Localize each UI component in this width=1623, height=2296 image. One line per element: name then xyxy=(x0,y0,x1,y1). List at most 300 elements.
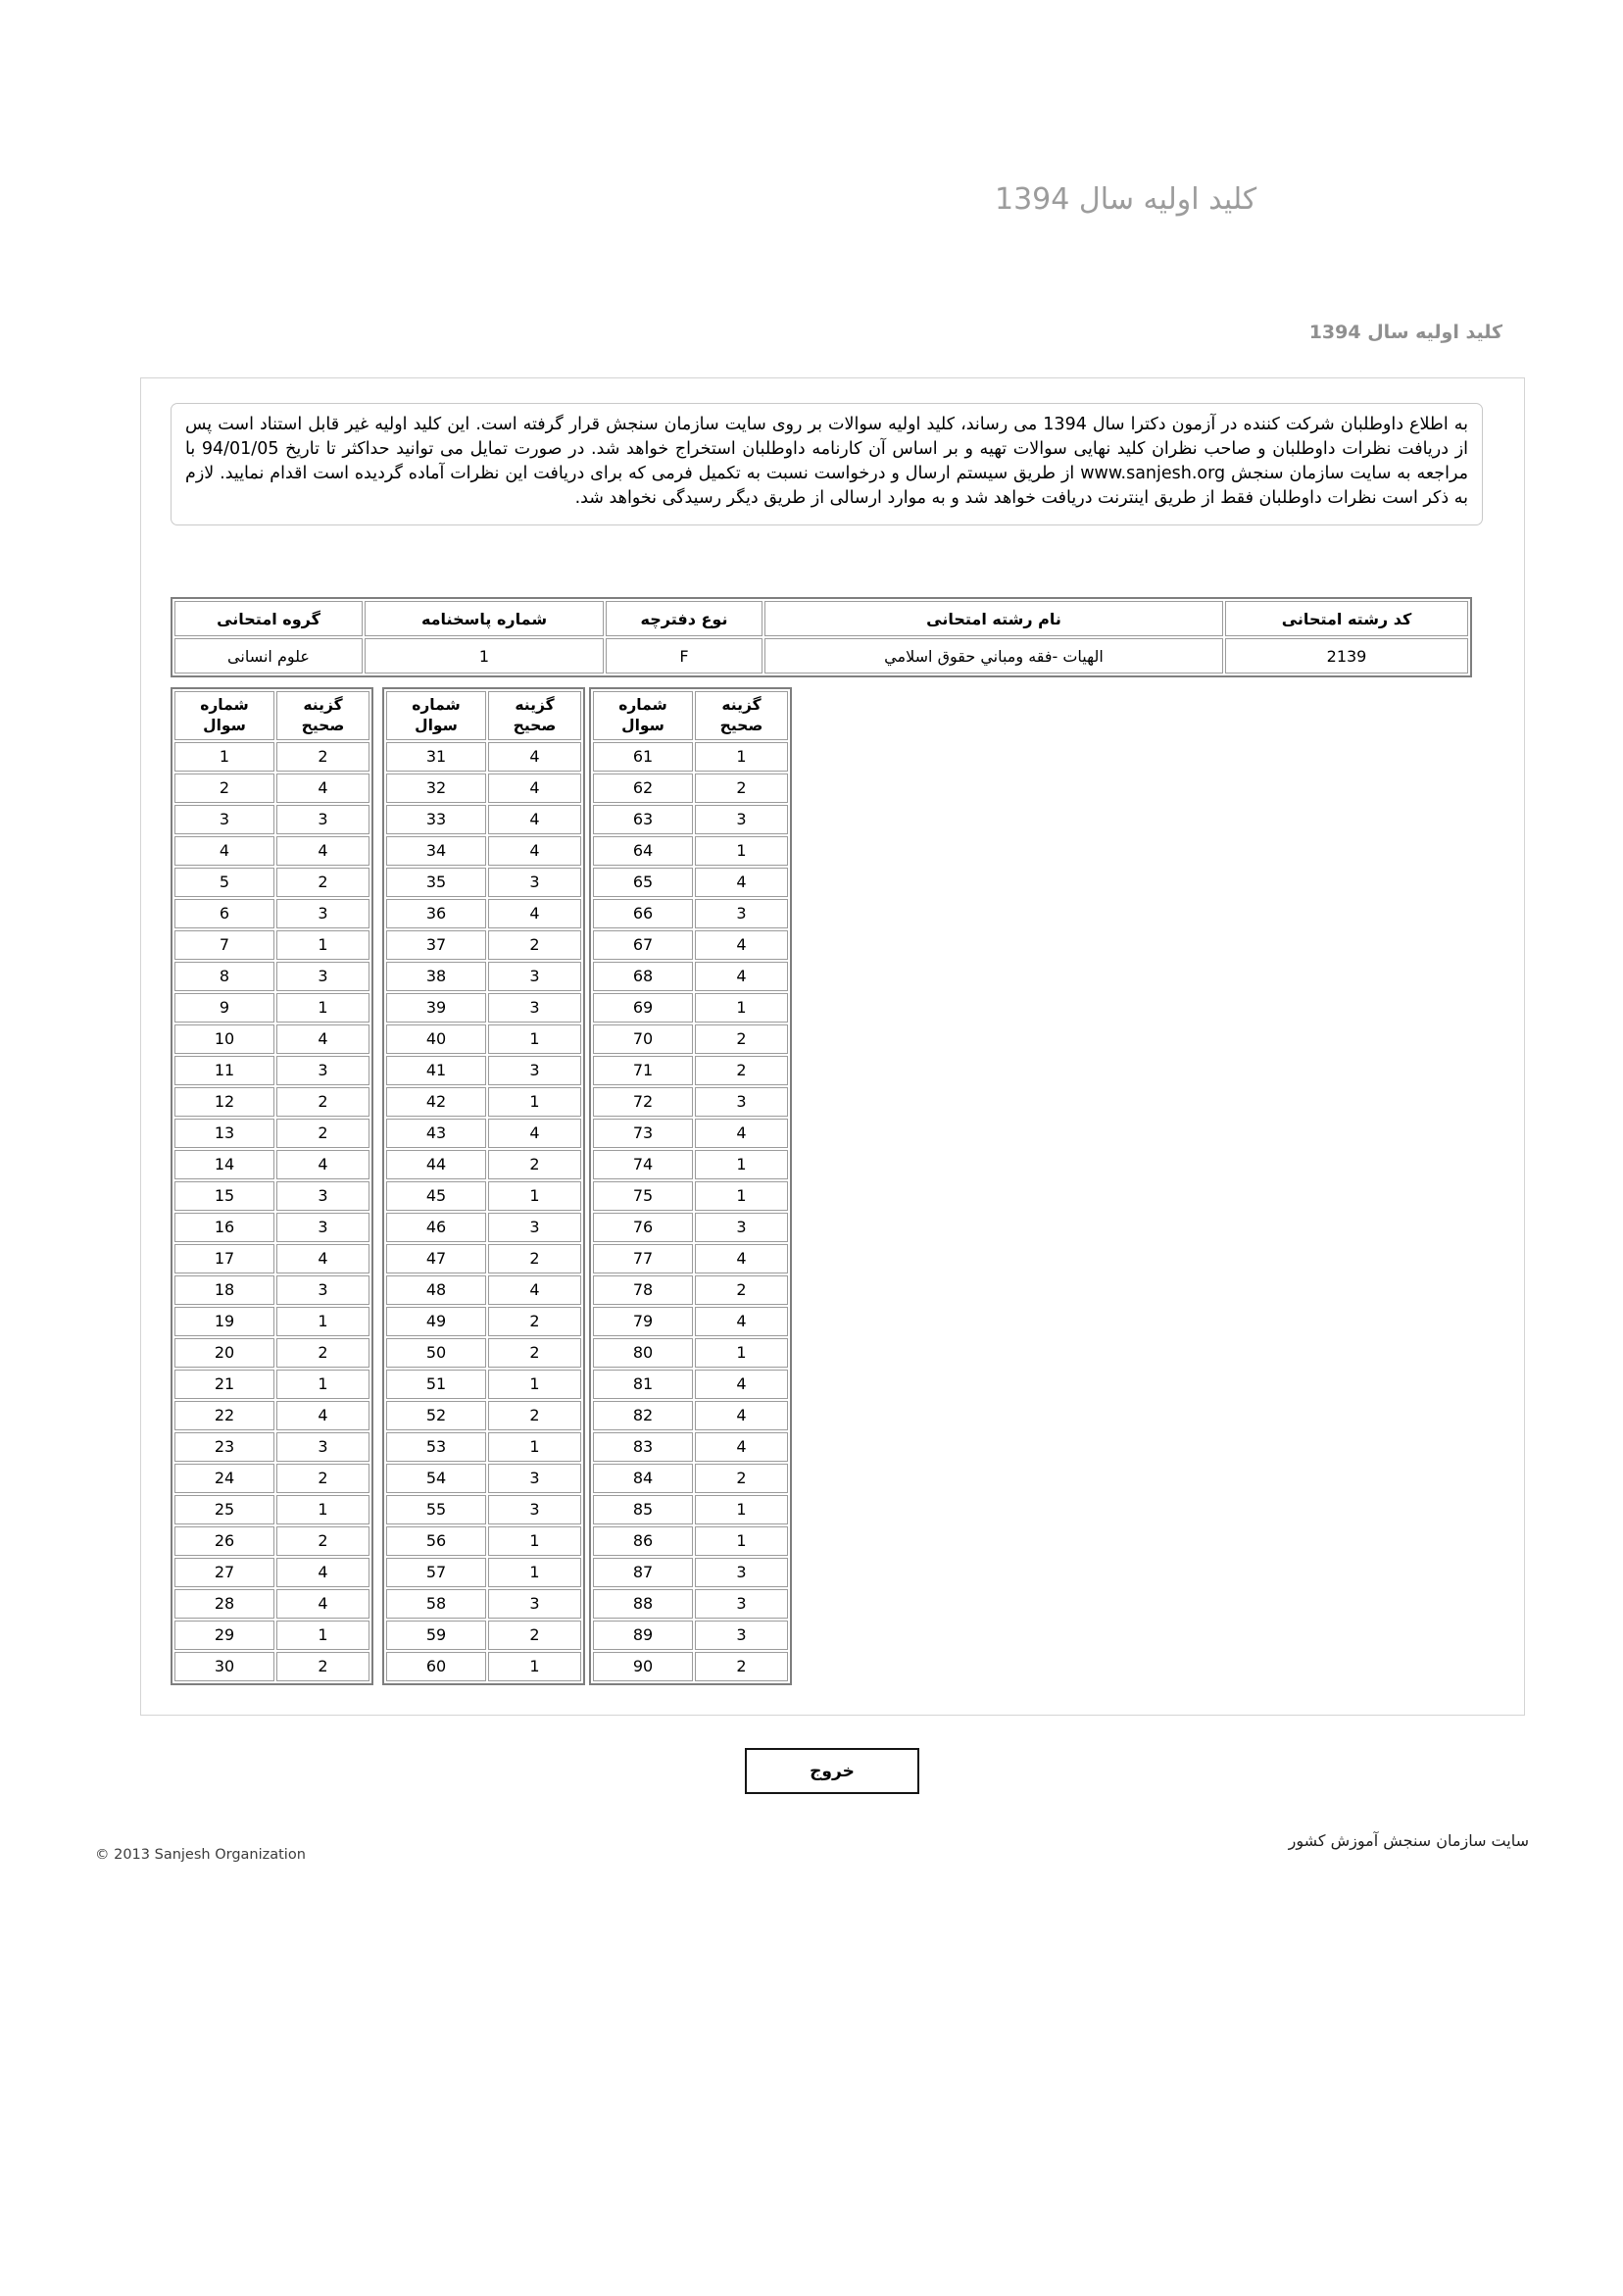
question-number-cell: 11 xyxy=(174,1056,274,1085)
question-number-cell: 20 xyxy=(174,1338,274,1368)
question-number-cell: 59 xyxy=(386,1621,486,1650)
exam-info-header-row xyxy=(174,601,1468,636)
question-number-cell: 80 xyxy=(593,1338,693,1368)
answer-row xyxy=(593,1275,788,1305)
question-number-cell: 83 xyxy=(593,1432,693,1462)
answer-row xyxy=(593,1338,788,1368)
correct-option-cell: 1 xyxy=(695,993,788,1023)
correct-option-cell: 3 xyxy=(276,805,369,834)
question-number-cell: 32 xyxy=(386,774,486,803)
question-number-cell: 56 xyxy=(386,1526,486,1556)
answer-table-header-row xyxy=(386,691,581,740)
question-number-cell: 45 xyxy=(386,1181,486,1211)
correct-option-cell: 4 xyxy=(695,1432,788,1462)
correct-option-cell: 3 xyxy=(276,1432,369,1462)
question-number-cell: 55 xyxy=(386,1495,486,1524)
question-number-cell: 34 xyxy=(386,836,486,866)
booklet-type-header: نوع دفترچه xyxy=(606,601,762,636)
correct-option-cell: 4 xyxy=(695,1119,788,1148)
answer-row xyxy=(593,1213,788,1242)
answer-row xyxy=(174,1119,369,1148)
question-number-header: شماره سوال xyxy=(593,691,693,740)
correct-option-cell: 3 xyxy=(488,962,581,991)
answer-row xyxy=(174,1652,369,1681)
question-number-cell: 60 xyxy=(386,1652,486,1681)
correct-option-cell: 4 xyxy=(276,1024,369,1054)
question-number-cell: 90 xyxy=(593,1652,693,1681)
correct-option-cell: 4 xyxy=(488,774,581,803)
answer-row xyxy=(593,962,788,991)
answer-row xyxy=(593,1526,788,1556)
question-number-cell: 43 xyxy=(386,1119,486,1148)
question-number-cell: 70 xyxy=(593,1024,693,1054)
question-number-cell: 17 xyxy=(174,1244,274,1273)
answer-row xyxy=(386,1621,581,1650)
correct-option-cell: 4 xyxy=(695,962,788,991)
answer-row xyxy=(174,805,369,834)
answer-row xyxy=(174,1213,369,1242)
question-number-cell: 22 xyxy=(174,1401,274,1430)
correct-option-cell: 3 xyxy=(695,1558,788,1587)
correct-option-cell: 1 xyxy=(488,1558,581,1587)
correct-option-cell: 3 xyxy=(488,1589,581,1619)
answer-row xyxy=(386,774,581,803)
question-number-cell: 77 xyxy=(593,1244,693,1273)
correct-option-cell: 1 xyxy=(276,1370,369,1399)
correct-option-cell: 1 xyxy=(695,1526,788,1556)
question-number-cell: 88 xyxy=(593,1589,693,1619)
answer-row xyxy=(593,1087,788,1117)
answer-row xyxy=(174,1275,369,1305)
correct-option-cell: 1 xyxy=(276,1495,369,1524)
correct-option-cell: 3 xyxy=(276,1275,369,1305)
answer-row xyxy=(174,962,369,991)
correct-option-cell: 1 xyxy=(488,1526,581,1556)
correct-option-cell: 2 xyxy=(488,1401,581,1430)
answer-row xyxy=(386,1495,581,1524)
correct-option-cell: 4 xyxy=(695,868,788,897)
correct-option-cell: 2 xyxy=(695,774,788,803)
answer-row xyxy=(593,774,788,803)
answer-row xyxy=(386,836,581,866)
correct-option-cell: 2 xyxy=(488,1150,581,1179)
correct-option-header: گزینه صحیح xyxy=(695,691,788,740)
question-number-cell: 25 xyxy=(174,1495,274,1524)
correct-option-cell: 3 xyxy=(695,805,788,834)
question-number-cell: 15 xyxy=(174,1181,274,1211)
answer-row xyxy=(174,1526,369,1556)
notice-text: به اطلاع داوطلبان شرکت کننده در آزمون دکترا سال 1394 می رساند، کلید اولیه سوالات بر روی سایت سازمان سنجش قرار گرفته است. این کلید اولیه غیر قابل استناد است پس از دریافت نظرات داوطلبان و صاحب نظران کلید نهایی سوالات تهیه و بر اساس آن کارنامه داوطلبان استخراج خواهد شد. در صورت تمایل می توانید حداکثر تا تاریخ 94/01/05 با مراجعه به سایت سازمان سنجش www.sanjesh.org از طریق سیستم ارسال و درخواست نسبت به تکمیل فرمی که برای دریافت این نظرات آماده گردیده است اقدام نمایید. لازم به ذکر است نظرات داوطلبان فقط از طریق اینترنت دریافت خواهد شد و به موارد ارسالی از طریق دیگر رسیدگی نخواهد شد. xyxy=(185,415,1469,508)
correct-option-cell: 2 xyxy=(276,868,369,897)
answer-row xyxy=(386,1024,581,1054)
question-number-cell: 2 xyxy=(174,774,274,803)
correct-option-cell: 1 xyxy=(695,742,788,772)
answer-table-31-60 xyxy=(382,687,585,1685)
correct-option-cell: 3 xyxy=(276,899,369,928)
answer-row xyxy=(593,868,788,897)
question-number-cell: 49 xyxy=(386,1307,486,1336)
answer-row xyxy=(593,1307,788,1336)
answer-row xyxy=(593,836,788,866)
correct-option-cell: 4 xyxy=(695,1401,788,1430)
correct-option-cell: 4 xyxy=(276,1589,369,1619)
answer-row xyxy=(386,930,581,960)
question-number-cell: 74 xyxy=(593,1150,693,1179)
answer-row xyxy=(386,1589,581,1619)
question-number-cell: 58 xyxy=(386,1589,486,1619)
question-number-cell: 18 xyxy=(174,1275,274,1305)
correct-option-cell: 2 xyxy=(276,1338,369,1368)
answer-row xyxy=(593,742,788,772)
correct-option-cell: 4 xyxy=(488,836,581,866)
question-number-cell: 42 xyxy=(386,1087,486,1117)
correct-option-cell: 4 xyxy=(488,1119,581,1148)
question-number-cell: 63 xyxy=(593,805,693,834)
correct-option-cell: 2 xyxy=(276,1119,369,1148)
question-number-cell: 16 xyxy=(174,1213,274,1242)
question-number-cell: 84 xyxy=(593,1464,693,1493)
answer-row xyxy=(386,1526,581,1556)
correct-option-cell: 4 xyxy=(276,1558,369,1587)
copyright-text: © 2013 Sanjesh Organization xyxy=(95,1847,306,1863)
correct-option-header: گزینه صحیح xyxy=(488,691,581,740)
question-number-cell: 3 xyxy=(174,805,274,834)
question-number-cell: 5 xyxy=(174,868,274,897)
correct-option-cell: 1 xyxy=(695,1495,788,1524)
correct-option-cell: 4 xyxy=(276,774,369,803)
question-number-cell: 24 xyxy=(174,1464,274,1493)
question-number-cell: 78 xyxy=(593,1275,693,1305)
answer-row xyxy=(593,1589,788,1619)
correct-option-cell: 3 xyxy=(488,1495,581,1524)
correct-option-cell: 3 xyxy=(695,1213,788,1242)
question-number-cell: 14 xyxy=(174,1150,274,1179)
correct-option-cell: 1 xyxy=(488,1652,581,1681)
answer-row xyxy=(174,1401,369,1430)
question-number-cell: 36 xyxy=(386,899,486,928)
answer-row xyxy=(593,1024,788,1054)
correct-option-cell: 3 xyxy=(695,1589,788,1619)
answer-row xyxy=(174,1150,369,1179)
answer-row xyxy=(593,1558,788,1587)
answer-row xyxy=(174,1370,369,1399)
question-number-cell: 82 xyxy=(593,1401,693,1430)
answer-row xyxy=(593,1150,788,1179)
site-name-text: سایت سازمان سنجش آموزش کشور xyxy=(1288,1831,1529,1850)
answersheet-number-header: شماره پاسخنامه xyxy=(365,601,604,636)
question-number-cell: 12 xyxy=(174,1087,274,1117)
question-number-cell: 40 xyxy=(386,1024,486,1054)
question-number-cell: 19 xyxy=(174,1307,274,1336)
answer-row xyxy=(174,1024,369,1054)
question-number-cell: 21 xyxy=(174,1370,274,1399)
answer-row xyxy=(593,1244,788,1273)
question-number-cell: 53 xyxy=(386,1432,486,1462)
question-number-cell: 66 xyxy=(593,899,693,928)
answer-row xyxy=(174,1087,369,1117)
answer-row xyxy=(386,1370,581,1399)
correct-option-cell: 3 xyxy=(276,1056,369,1085)
correct-option-cell: 4 xyxy=(695,930,788,960)
notice-box xyxy=(171,403,1483,525)
answer-row xyxy=(593,993,788,1023)
booklet-type-value: F xyxy=(606,638,762,674)
answer-row xyxy=(174,1464,369,1493)
question-number-cell: 7 xyxy=(174,930,274,960)
question-number-cell: 13 xyxy=(174,1119,274,1148)
correct-option-cell: 1 xyxy=(276,993,369,1023)
question-number-cell: 29 xyxy=(174,1621,274,1650)
correct-option-cell: 3 xyxy=(276,1213,369,1242)
correct-option-cell: 3 xyxy=(488,1213,581,1242)
answer-row xyxy=(386,1087,581,1117)
question-number-cell: 10 xyxy=(174,1024,274,1054)
question-number-cell: 31 xyxy=(386,742,486,772)
correct-option-cell: 1 xyxy=(276,930,369,960)
correct-option-cell: 1 xyxy=(276,1307,369,1336)
answer-row xyxy=(386,1275,581,1305)
correct-option-cell: 4 xyxy=(276,1401,369,1430)
answer-row xyxy=(593,1432,788,1462)
answer-row xyxy=(386,1338,581,1368)
correct-option-cell: 1 xyxy=(488,1087,581,1117)
question-number-cell: 52 xyxy=(386,1401,486,1430)
question-number-cell: 9 xyxy=(174,993,274,1023)
answer-table-61-90 xyxy=(589,687,792,1685)
answer-row xyxy=(386,805,581,834)
correct-option-cell: 1 xyxy=(276,1621,369,1650)
question-number-cell: 41 xyxy=(386,1056,486,1085)
question-number-header: شماره سوال xyxy=(174,691,274,740)
answer-row xyxy=(174,836,369,866)
answer-row xyxy=(593,1401,788,1430)
question-number-cell: 61 xyxy=(593,742,693,772)
question-number-cell: 64 xyxy=(593,836,693,866)
answer-row xyxy=(174,1056,369,1085)
correct-option-cell: 4 xyxy=(276,1244,369,1273)
correct-option-cell: 1 xyxy=(488,1432,581,1462)
correct-option-cell: 1 xyxy=(695,836,788,866)
question-number-cell: 46 xyxy=(386,1213,486,1242)
question-number-header: شماره سوال xyxy=(386,691,486,740)
question-number-cell: 39 xyxy=(386,993,486,1023)
answer-row xyxy=(386,1213,581,1242)
question-number-cell: 35 xyxy=(386,868,486,897)
answersheet-number-value: 1 xyxy=(365,638,604,674)
answer-row xyxy=(174,1495,369,1524)
exam-group-header: گروه امتحانی xyxy=(174,601,363,636)
correct-option-cell: 4 xyxy=(695,1370,788,1399)
exam-info-table xyxy=(171,597,1472,677)
answer-row xyxy=(386,1244,581,1273)
correct-option-cell: 3 xyxy=(695,899,788,928)
answer-row xyxy=(174,899,369,928)
question-number-cell: 65 xyxy=(593,868,693,897)
question-number-cell: 75 xyxy=(593,1181,693,1211)
correct-option-cell: 3 xyxy=(488,1056,581,1085)
correct-option-cell: 2 xyxy=(488,1244,581,1273)
correct-option-cell: 2 xyxy=(276,1087,369,1117)
correct-option-cell: 3 xyxy=(488,993,581,1023)
correct-option-cell: 1 xyxy=(488,1181,581,1211)
question-number-cell: 26 xyxy=(174,1526,274,1556)
answer-key-panel xyxy=(140,377,1525,1716)
print-header-title: کلید اولیه سال 1394 xyxy=(995,182,1257,217)
question-number-cell: 50 xyxy=(386,1338,486,1368)
answer-row xyxy=(174,1307,369,1336)
answer-row xyxy=(174,1181,369,1211)
answer-row xyxy=(593,1464,788,1493)
answer-row xyxy=(386,1119,581,1148)
question-number-cell: 57 xyxy=(386,1558,486,1587)
correct-option-cell: 2 xyxy=(695,1056,788,1085)
answer-table-header-row xyxy=(593,691,788,740)
correct-option-cell: 2 xyxy=(488,930,581,960)
answer-row xyxy=(386,1432,581,1462)
answer-row xyxy=(593,805,788,834)
correct-option-cell: 2 xyxy=(276,1464,369,1493)
question-number-cell: 23 xyxy=(174,1432,274,1462)
answer-row xyxy=(174,1432,369,1462)
correct-option-cell: 3 xyxy=(276,962,369,991)
exam-field-name-header: نام رشته امتحانی xyxy=(764,601,1223,636)
question-number-cell: 81 xyxy=(593,1370,693,1399)
question-number-cell: 68 xyxy=(593,962,693,991)
answer-row xyxy=(174,1558,369,1587)
exam-field-name-value: الهيات -فقه ومباني حقوق اسلامي xyxy=(764,638,1223,674)
question-number-cell: 87 xyxy=(593,1558,693,1587)
question-number-cell: 51 xyxy=(386,1370,486,1399)
exam-code-header: کد رشته امتحانی xyxy=(1225,601,1468,636)
correct-option-cell: 3 xyxy=(695,1621,788,1650)
answer-table-header-row xyxy=(174,691,369,740)
answer-row xyxy=(593,1056,788,1085)
question-number-cell: 8 xyxy=(174,962,274,991)
answer-row xyxy=(174,868,369,897)
question-number-cell: 73 xyxy=(593,1119,693,1148)
answer-row xyxy=(593,930,788,960)
question-number-cell: 44 xyxy=(386,1150,486,1179)
correct-option-header: گزینه صحیح xyxy=(276,691,369,740)
question-number-cell: 6 xyxy=(174,899,274,928)
question-number-cell: 30 xyxy=(174,1652,274,1681)
question-number-cell: 79 xyxy=(593,1307,693,1336)
answer-row xyxy=(386,1181,581,1211)
page-title: کلید اولیه سال 1394 xyxy=(1308,322,1502,343)
correct-option-cell: 2 xyxy=(695,1024,788,1054)
correct-option-cell: 3 xyxy=(488,1464,581,1493)
correct-option-cell: 2 xyxy=(488,1338,581,1368)
correct-option-cell: 4 xyxy=(276,836,369,866)
answer-row xyxy=(174,930,369,960)
answer-row xyxy=(386,1150,581,1179)
question-number-cell: 27 xyxy=(174,1558,274,1587)
question-number-cell: 48 xyxy=(386,1275,486,1305)
correct-option-cell: 2 xyxy=(276,1526,369,1556)
answer-row xyxy=(593,1652,788,1681)
answer-row xyxy=(386,868,581,897)
correct-option-cell: 2 xyxy=(695,1275,788,1305)
correct-option-cell: 1 xyxy=(695,1150,788,1179)
correct-option-cell: 2 xyxy=(695,1652,788,1681)
answer-row xyxy=(174,1244,369,1273)
answer-row xyxy=(386,742,581,772)
correct-option-cell: 4 xyxy=(695,1244,788,1273)
correct-option-cell: 4 xyxy=(488,805,581,834)
correct-option-cell: 4 xyxy=(695,1307,788,1336)
correct-option-cell: 1 xyxy=(695,1338,788,1368)
question-number-cell: 28 xyxy=(174,1589,274,1619)
answer-row xyxy=(174,774,369,803)
question-number-cell: 89 xyxy=(593,1621,693,1650)
correct-option-cell: 4 xyxy=(488,1275,581,1305)
answer-table-1-30 xyxy=(171,687,373,1685)
question-number-cell: 38 xyxy=(386,962,486,991)
exit-button[interactable]: خروج xyxy=(745,1748,919,1794)
question-number-cell: 37 xyxy=(386,930,486,960)
answer-row xyxy=(593,899,788,928)
correct-option-cell: 2 xyxy=(488,1307,581,1336)
correct-option-cell: 3 xyxy=(276,1181,369,1211)
answer-row xyxy=(174,993,369,1023)
question-number-cell: 72 xyxy=(593,1087,693,1117)
answer-row xyxy=(386,1558,581,1587)
correct-option-cell: 3 xyxy=(488,868,581,897)
exam-info-value-row xyxy=(174,638,1468,674)
correct-option-cell: 4 xyxy=(488,742,581,772)
question-number-cell: 4 xyxy=(174,836,274,866)
answer-row xyxy=(386,993,581,1023)
correct-option-cell: 4 xyxy=(276,1150,369,1179)
exam-group-value: علوم انسانی xyxy=(174,638,363,674)
correct-option-cell: 2 xyxy=(276,1652,369,1681)
question-number-cell: 71 xyxy=(593,1056,693,1085)
answer-row xyxy=(593,1370,788,1399)
question-number-cell: 33 xyxy=(386,805,486,834)
answer-row xyxy=(386,962,581,991)
exam-code-value: 2139 xyxy=(1225,638,1468,674)
correct-option-cell: 1 xyxy=(488,1024,581,1054)
question-number-cell: 85 xyxy=(593,1495,693,1524)
question-number-cell: 47 xyxy=(386,1244,486,1273)
question-number-cell: 62 xyxy=(593,774,693,803)
correct-option-cell: 2 xyxy=(695,1464,788,1493)
answer-row xyxy=(386,1464,581,1493)
question-number-cell: 69 xyxy=(593,993,693,1023)
answer-row xyxy=(174,1338,369,1368)
answer-row xyxy=(386,1401,581,1430)
answer-row xyxy=(593,1119,788,1148)
answer-row xyxy=(593,1181,788,1211)
answer-row xyxy=(386,899,581,928)
answer-row xyxy=(386,1307,581,1336)
answer-row xyxy=(174,742,369,772)
question-number-cell: 76 xyxy=(593,1213,693,1242)
correct-option-cell: 4 xyxy=(488,899,581,928)
answer-row xyxy=(593,1495,788,1524)
answer-row xyxy=(386,1652,581,1681)
correct-option-cell: 2 xyxy=(488,1621,581,1650)
question-number-cell: 54 xyxy=(386,1464,486,1493)
correct-option-cell: 3 xyxy=(695,1087,788,1117)
correct-option-cell: 1 xyxy=(695,1181,788,1211)
question-number-cell: 1 xyxy=(174,742,274,772)
question-number-cell: 67 xyxy=(593,930,693,960)
correct-option-cell: 1 xyxy=(488,1370,581,1399)
answer-row xyxy=(174,1621,369,1650)
answer-row xyxy=(386,1056,581,1085)
question-number-cell: 86 xyxy=(593,1526,693,1556)
